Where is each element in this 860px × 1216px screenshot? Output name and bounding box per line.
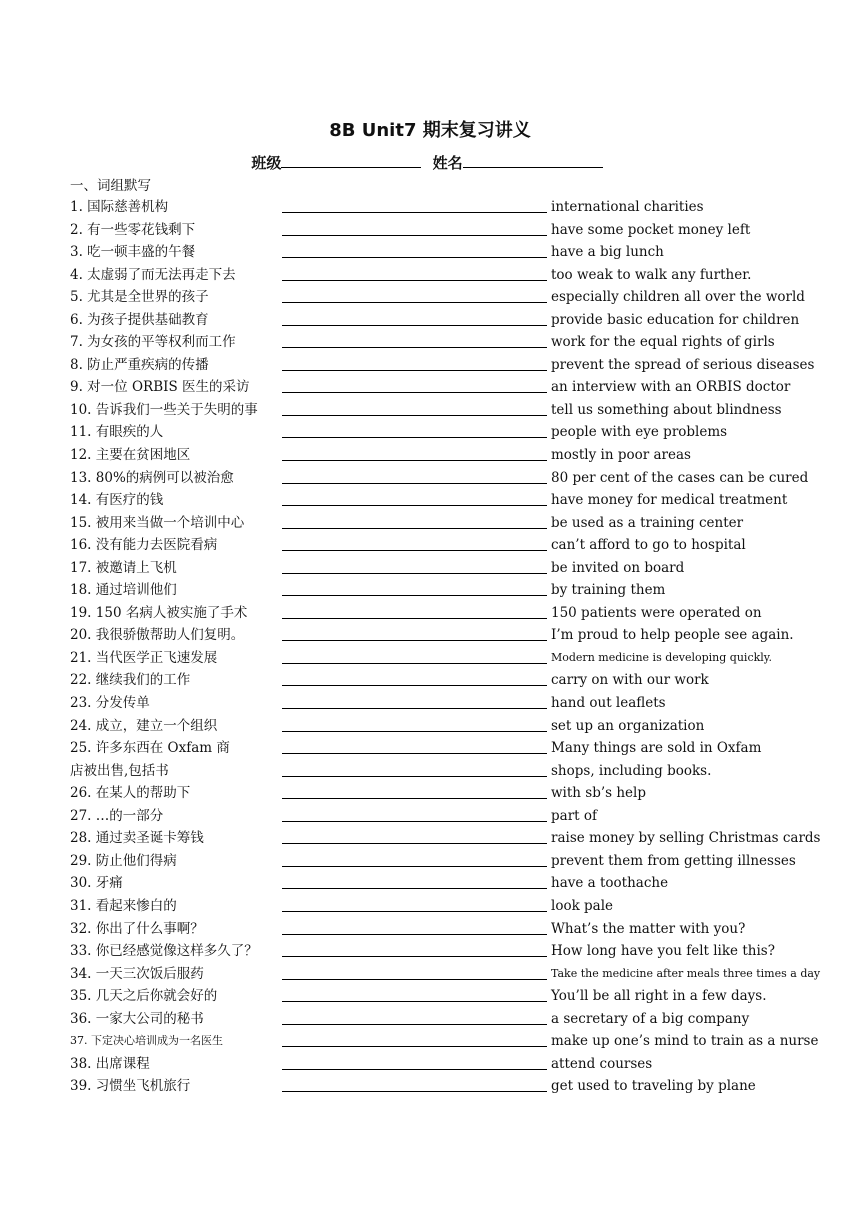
- english-phrase: people with eye problems: [551, 424, 728, 441]
- english-phrase: be invited on board: [551, 559, 685, 576]
- answer-blank[interactable]: [282, 685, 547, 686]
- chinese-phrase: 31. 看起来惨白的: [70, 897, 177, 914]
- phrase-row: [70, 963, 830, 986]
- english-phrase: look pale: [551, 897, 614, 914]
- chinese-phrase: 23. 分发传单: [70, 695, 150, 712]
- answer-blank[interactable]: [282, 280, 547, 281]
- phrase-row: [70, 737, 830, 760]
- phrase-row: [70, 872, 830, 895]
- english-phrase: I’m proud to help people see again.: [551, 627, 794, 644]
- english-phrase: with sb’s help: [551, 785, 647, 802]
- answer-blank[interactable]: [282, 573, 547, 574]
- chinese-phrase: 20. 我很骄傲帮助人们复明。: [70, 627, 245, 644]
- phrase-row: [70, 579, 830, 602]
- chinese-phrase: 22. 继续我们的工作: [70, 672, 191, 689]
- english-phrase: set up an organization: [551, 717, 705, 734]
- phrase-row: [70, 602, 830, 625]
- english-phrase: international charities: [551, 199, 704, 215]
- answer-blank[interactable]: [282, 302, 547, 303]
- phrase-row: [70, 309, 830, 332]
- english-phrase: too weak to walk any further.: [551, 266, 752, 283]
- chinese-phrase: 8. 防止严重疾病的传播: [70, 356, 209, 373]
- english-phrase: a secretary of a big company: [551, 1010, 750, 1027]
- answer-blank[interactable]: [282, 257, 547, 258]
- english-phrase: get used to traveling by plane: [551, 1078, 756, 1095]
- answer-blank[interactable]: [282, 483, 547, 484]
- answer-blank[interactable]: [282, 843, 547, 844]
- answer-blank[interactable]: [282, 1024, 547, 1025]
- phrase-row: [70, 1030, 830, 1053]
- chinese-phrase: 24. 成立，建立一个组织: [70, 717, 218, 734]
- english-phrase: How long have you felt like this?: [551, 943, 775, 960]
- answer-blank[interactable]: [282, 437, 547, 438]
- phrase-row: [70, 985, 830, 1008]
- phrase-row: [70, 421, 830, 444]
- phrase-row: [70, 827, 830, 850]
- page-title: 8B Unit7 期末复习讲义: [329, 120, 531, 141]
- answer-blank[interactable]: [282, 934, 547, 935]
- english-phrase: tell us something about blindness: [551, 401, 782, 418]
- student-info-line: [0, 152, 860, 173]
- chinese-phrase: 6. 为孩子提供基础教育: [70, 311, 209, 328]
- phrase-row: [70, 1075, 830, 1098]
- answer-blank[interactable]: [282, 776, 547, 777]
- chinese-phrase: 32. 你出了什么事啊？: [70, 920, 204, 937]
- chinese-phrase: 28. 通过卖圣诞卡筹钱: [70, 830, 204, 847]
- answer-blank[interactable]: [282, 212, 547, 213]
- english-phrase: Modern medicine is developing quickly.: [551, 650, 773, 664]
- class-label: 班级: [251, 154, 282, 172]
- english-phrase: an interview with an ORBIS doctor: [551, 379, 791, 396]
- answer-blank[interactable]: [282, 1001, 547, 1002]
- answer-blank[interactable]: [282, 821, 547, 822]
- phrase-row: [70, 624, 830, 647]
- answer-blank[interactable]: [282, 708, 547, 709]
- english-phrase: part of: [551, 807, 597, 824]
- english-phrase: have some pocket money left: [551, 221, 751, 238]
- chinese-phrase: 10. 告诉我们一些关于失明的事: [70, 401, 258, 418]
- answer-blank[interactable]: [282, 325, 547, 326]
- phrase-row: [70, 918, 830, 941]
- chinese-phrase: 17. 被邀请上飞机: [70, 559, 177, 576]
- answer-blank[interactable]: [282, 460, 547, 461]
- phrase-row: [70, 376, 830, 399]
- phrase-row: [70, 715, 830, 738]
- answer-blank[interactable]: [282, 640, 547, 641]
- phrase-list: [70, 196, 830, 1098]
- chinese-phrase: 38. 出席课程: [70, 1055, 150, 1072]
- english-phrase: have money for medical treatment: [551, 492, 788, 509]
- chinese-phrase: 3. 吃一顿丰盛的午餐: [70, 244, 196, 261]
- english-phrase: raise money by selling Christmas cards: [551, 830, 821, 847]
- answer-blank[interactable]: [282, 505, 547, 506]
- answer-blank[interactable]: [282, 235, 547, 236]
- class-blank[interactable]: [281, 153, 421, 168]
- answer-blank[interactable]: [282, 753, 547, 754]
- phrase-row: [70, 805, 830, 828]
- english-phrase: have a toothache: [551, 875, 669, 892]
- english-phrase: Many things are sold in Oxfam: [551, 740, 762, 757]
- phrase-row: [70, 354, 830, 377]
- phrase-row: [70, 467, 830, 490]
- phrase-row: [70, 760, 830, 783]
- phrase-row: [70, 895, 830, 918]
- answer-blank[interactable]: [282, 866, 547, 867]
- answer-blank[interactable]: [282, 1069, 547, 1070]
- phrase-row: [70, 219, 830, 242]
- answer-blank[interactable]: [282, 347, 547, 348]
- english-phrase: provide basic education for children: [551, 311, 800, 328]
- english-phrase: What’s the matter with you?: [551, 920, 746, 937]
- chinese-phrase: 39. 习惯坐飞机旅行: [70, 1078, 191, 1095]
- phrase-row: [70, 399, 830, 422]
- answer-blank[interactable]: [282, 550, 547, 551]
- english-phrase: have a big lunch: [551, 244, 664, 261]
- phrase-row: [70, 196, 830, 219]
- chinese-phrase: 30. 牙痛: [70, 875, 123, 892]
- chinese-phrase: 25. 许多东西在 Oxfam 商: [70, 740, 230, 757]
- answer-blank[interactable]: [282, 731, 547, 732]
- chinese-phrase: 35. 几天之后你就会好的: [70, 988, 218, 1005]
- chinese-phrase: 4. 太虚弱了而无法再走下去: [70, 266, 236, 283]
- answer-blank[interactable]: [282, 370, 547, 371]
- english-phrase: attend courses: [551, 1055, 653, 1072]
- answer-blank[interactable]: [282, 1091, 547, 1092]
- phrase-row: [70, 512, 830, 535]
- chinese-phrase: 1. 国际慈善机构: [70, 199, 169, 215]
- phrase-row: [70, 557, 830, 580]
- phrase-row: [70, 534, 830, 557]
- name-blank[interactable]: [463, 153, 603, 168]
- phrase-row: [70, 286, 830, 309]
- phrase-row: [70, 489, 830, 512]
- chinese-phrase: 7. 为女孩的平等权利而工作: [70, 334, 236, 351]
- answer-blank[interactable]: [282, 595, 547, 596]
- english-phrase: prevent them from getting illnesses: [551, 852, 796, 869]
- chinese-phrase: 19. 150 名病人被实施了手术: [70, 604, 248, 621]
- chinese-phrase: 26. 在某人的帮助下: [70, 785, 191, 802]
- english-phrase: carry on with our work: [551, 672, 709, 689]
- english-phrase: 80 per cent of the cases can be cured: [551, 469, 809, 486]
- answer-blank[interactable]: [282, 415, 547, 416]
- english-phrase: shops, including books.: [551, 762, 712, 779]
- answer-blank[interactable]: [282, 528, 547, 529]
- chinese-phrase: 21. 当代医学正飞速发展: [70, 649, 218, 666]
- phrase-row: [70, 692, 830, 715]
- chinese-phrase: 14. 有医疗的钱: [70, 492, 164, 509]
- phrase-row: [70, 331, 830, 354]
- answer-blank[interactable]: [282, 1046, 547, 1047]
- phrase-row: [70, 940, 830, 963]
- phrase-row: [70, 241, 830, 264]
- english-phrase: hand out leaflets: [551, 695, 666, 712]
- answer-blank[interactable]: [282, 798, 547, 799]
- english-phrase: prevent the spread of serious diseases: [551, 356, 815, 373]
- chinese-phrase: 34. 一天三次饭后服药: [70, 965, 204, 982]
- answer-blank[interactable]: [282, 392, 547, 393]
- english-phrase: by training them: [551, 582, 666, 599]
- english-phrase: be used as a training center: [551, 514, 744, 531]
- english-phrase: make up one’s mind to train as a nurse: [551, 1033, 819, 1050]
- chinese-phrase: 18. 通过培训他们: [70, 582, 177, 599]
- answer-blank[interactable]: [282, 956, 547, 957]
- chinese-phrase: 27. …的一部分: [70, 807, 164, 824]
- phrase-row: [70, 444, 830, 467]
- answer-blank[interactable]: [282, 911, 547, 912]
- phrase-row: [70, 1053, 830, 1076]
- chinese-phrase: 36. 一家大公司的秘书: [70, 1010, 204, 1027]
- chinese-phrase: 33. 你已经感觉像这样多久了？: [70, 943, 258, 960]
- chinese-phrase: 2. 有一些零花钱剩下: [70, 221, 196, 238]
- name-label: 姓名: [432, 154, 463, 172]
- chinese-phrase: 12. 主要在贫困地区: [70, 447, 191, 464]
- english-phrase: can’t afford to go to hospital: [551, 537, 746, 554]
- chinese-phrase: 11. 有眼疾的人: [70, 424, 164, 441]
- phrase-row: [70, 1008, 830, 1031]
- answer-blank[interactable]: [282, 979, 547, 980]
- english-phrase: Take the medicine after meals three times a day: [551, 966, 821, 980]
- english-phrase: mostly in poor areas: [551, 447, 691, 464]
- chinese-phrase: 13. 80%的病例可以被治愈: [70, 469, 234, 486]
- english-phrase: You’ll be all right in a few days.: [551, 988, 767, 1005]
- english-phrase: 150 patients were operated on: [551, 604, 762, 621]
- phrase-row: [70, 647, 830, 670]
- chinese-phrase: 29. 防止他们得病: [70, 852, 177, 869]
- phrase-row: [70, 669, 830, 692]
- phrase-row: [70, 264, 830, 287]
- phrase-row: [70, 850, 830, 873]
- chinese-phrase: 37. 下定决心培训成为一名医生: [70, 1034, 223, 1048]
- answer-blank[interactable]: [282, 618, 547, 619]
- english-phrase: work for the equal rights of girls: [551, 334, 775, 351]
- answer-blank[interactable]: [282, 888, 547, 889]
- chinese-phrase: 15. 被用来当做一个培训中心: [70, 514, 245, 531]
- english-phrase: especially children all over the world: [551, 289, 805, 306]
- chinese-phrase: 店被出售,包括书: [70, 762, 169, 779]
- chinese-phrase: 16. 没有能力去医院看病: [70, 537, 218, 554]
- phrase-row: [70, 782, 830, 805]
- chinese-phrase: 5. 尤其是全世界的孩子: [70, 289, 209, 306]
- answer-blank[interactable]: [282, 663, 547, 664]
- chinese-phrase: 9. 对一位 ORBIS 医生的采访: [70, 379, 250, 396]
- section-title: 一、词组默写: [70, 178, 151, 194]
